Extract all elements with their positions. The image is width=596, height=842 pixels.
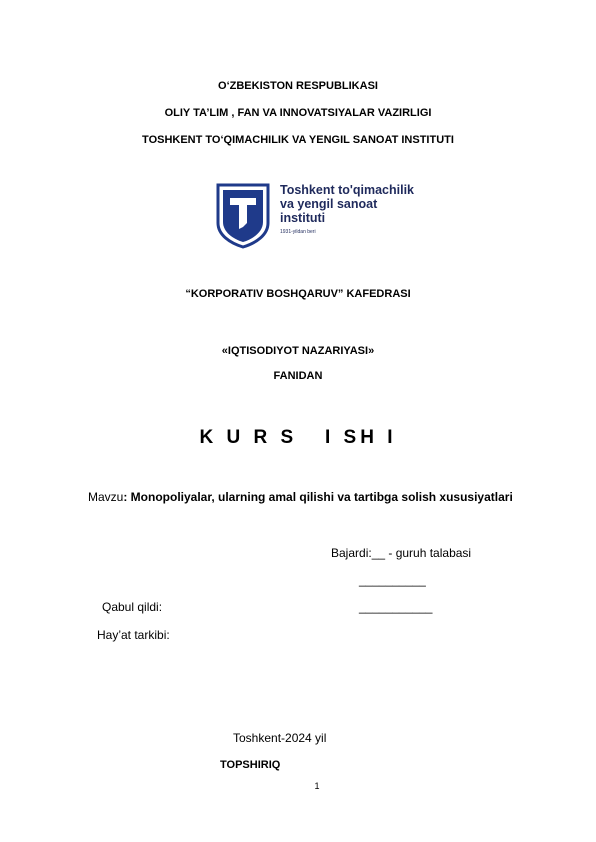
hayat-label: Hay’at tarkibi:: [97, 628, 170, 642]
topic-value: : Monopoliyalar, ularning amal qilishi va tartibga solish xususiyatlari: [123, 490, 513, 504]
document-title: K U R S I SH I: [199, 427, 397, 448]
shield-logo-icon: [216, 183, 270, 249]
student-signature-line: __________: [359, 573, 426, 587]
city-year: Toshkent-2024 yil: [233, 731, 327, 745]
subject-suffix: FANIDAN: [273, 370, 323, 382]
topshiriq-heading: TOPSHIRIQ: [220, 759, 281, 771]
ministry-header-line1: O‘ZBEKISTON RESPUBLIKASI: [218, 80, 378, 92]
teacher-signature-line: ___________: [359, 600, 433, 614]
logo-wordmark: Toshkent to'qimachilik va yengil sanoat instituti: [280, 183, 415, 225]
ministry-header-line3: TOSHKENT TO‘QIMACHILIK VA YENGIL SANOAT INSTITUTI: [142, 134, 454, 146]
bajardi-label: Bajardi:__ - guruh talabasi: [331, 546, 472, 560]
subject-name: «IQTISODIYOT NAZARIYASI»: [221, 345, 375, 357]
page-number: 1: [314, 781, 320, 791]
ministry-header-line2: OLIY TA’LIM , FAN VA INNOVATSIYALAR VAZIRLIGI: [164, 107, 432, 119]
topic-line: [88, 490, 513, 504]
qabul-label: Qabul qildi:: [102, 600, 163, 614]
logo-tagline: 1931-yildan beri: [280, 229, 316, 235]
institute-logo: [216, 183, 426, 249]
department-name: “KORPORATIV BOSHQARUV” KAFEDRASI: [185, 288, 411, 300]
topic-label: Mavzu: [88, 490, 124, 504]
